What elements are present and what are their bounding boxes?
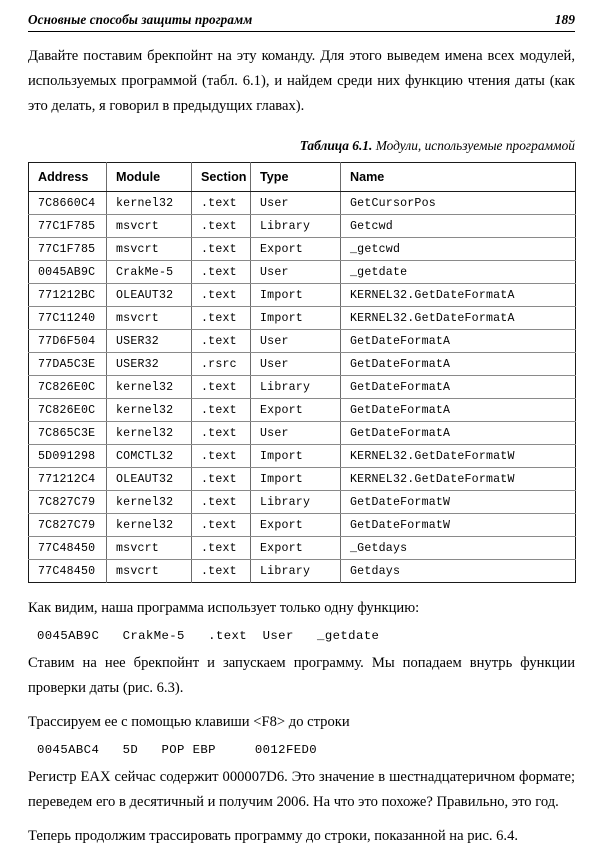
column-header-module: Module [107, 163, 192, 192]
cell-module: kernel32 [107, 491, 192, 514]
table-row [29, 445, 576, 468]
cell-module: COMCTL32 [107, 445, 192, 468]
paragraph-uses-one-function: Как видим, наша программа использует только одну функцию: [28, 600, 420, 616]
intro-paragraph: Давайте поставим брекпойнт на эту команду. Для этого выведем имена всех модулей, используемых программой (табл. 6.1), и найдем среди них функцию чтения даты (как это делать, я говорил в предыдущих главах). [28, 48, 575, 114]
cell-address: 77DA5C3E [29, 353, 107, 376]
column-header-name: Name [341, 163, 576, 192]
paragraph-set-breakpoint: Ставим на нее брекпойнт и запускаем программу. Мы попадаем внутрь функции проверки даты (рис. 6.3). [28, 655, 575, 696]
cell-module: OLEAUT32 [107, 284, 192, 307]
cell-address: 7C826E0C [29, 399, 107, 422]
cell-name: GetDateFormatW [341, 491, 576, 514]
cell-name: GetDateFormatA [341, 376, 576, 399]
table-row [29, 330, 576, 353]
cell-address: 77C11240 [29, 307, 107, 330]
cell-section: .text [192, 307, 251, 330]
cell-type: Library [251, 215, 341, 238]
cell-address: 771212C4 [29, 468, 107, 491]
table-row [29, 422, 576, 445]
cell-type: Import [251, 307, 341, 330]
table-row [29, 192, 576, 215]
cell-section: .text [192, 537, 251, 560]
cell-type: User [251, 353, 341, 376]
cell-module: msvcrt [107, 307, 192, 330]
cell-section: .text [192, 261, 251, 284]
cell-name: _Getdays [341, 537, 576, 560]
cell-type: User [251, 330, 341, 353]
column-header-address: Address [29, 163, 107, 192]
table-row [29, 399, 576, 422]
table-row [29, 261, 576, 284]
cell-address: 0045AB9C [29, 261, 107, 284]
cell-name: KERNEL32.GetDateFormatA [341, 284, 576, 307]
cell-type: Import [251, 445, 341, 468]
cell-section: .text [192, 422, 251, 445]
table-row [29, 491, 576, 514]
cell-section: .text [192, 491, 251, 514]
cell-name: KERNEL32.GetDateFormatA [341, 307, 576, 330]
table-row [29, 376, 576, 399]
cell-module: OLEAUT32 [107, 468, 192, 491]
cell-section: .text [192, 376, 251, 399]
cell-module: msvcrt [107, 215, 192, 238]
code-line-getdate: 0045AB9C CrakMe-5 .text User _getdate [37, 629, 380, 643]
cell-type: User [251, 261, 341, 284]
modules-table-body [29, 192, 576, 583]
cell-type: User [251, 422, 341, 445]
cell-section: .text [192, 284, 251, 307]
cell-name: _getdate [341, 261, 576, 284]
cell-module: kernel32 [107, 514, 192, 537]
cell-section: .text [192, 445, 251, 468]
cell-module: msvcrt [107, 560, 192, 583]
cell-address: 7C827C79 [29, 514, 107, 537]
cell-module: CrakMe-5 [107, 261, 192, 284]
cell-module: msvcrt [107, 537, 192, 560]
cell-section: .text [192, 238, 251, 261]
cell-module: msvcrt [107, 238, 192, 261]
running-head [28, 12, 575, 32]
cell-section: .text [192, 399, 251, 422]
table-row [29, 468, 576, 491]
cell-type: Import [251, 468, 341, 491]
running-head-title: Основные способы защиты программ [28, 12, 253, 27]
page-content [28, 44, 575, 849]
cell-type: Export [251, 514, 341, 537]
cell-type: Import [251, 284, 341, 307]
cell-module: kernel32 [107, 399, 192, 422]
cell-type: User [251, 192, 341, 215]
cell-name: GetDateFormatA [341, 422, 576, 445]
cell-module: kernel32 [107, 376, 192, 399]
table-row [29, 514, 576, 537]
cell-name: GetDateFormatW [341, 514, 576, 537]
cell-section: .text [192, 330, 251, 353]
cell-section: .text [192, 215, 251, 238]
column-header-section: Section [192, 163, 251, 192]
cell-type: Library [251, 491, 341, 514]
table-row [29, 353, 576, 376]
cell-address: 77C1F785 [29, 238, 107, 261]
cell-address: 77C48450 [29, 560, 107, 583]
paragraph-trace-f8: Трассируем ее с помощью клавиши <F8> до строки [28, 714, 350, 730]
cell-name: GetDateFormatA [341, 330, 576, 353]
cell-type: Library [251, 560, 341, 583]
cell-module: USER32 [107, 330, 192, 353]
cell-name: Getdays [350, 564, 401, 578]
cell-address: 77C48450 [29, 537, 107, 560]
cell-address: 771212BC [29, 284, 107, 307]
table-row [29, 307, 576, 330]
cell-module: kernel32 [107, 192, 192, 215]
table-header-row [29, 163, 576, 192]
table-caption-text: Модули, используемые программой [375, 138, 575, 153]
modules-table [28, 162, 576, 583]
cell-name: GetDateFormatA [341, 399, 576, 422]
table-row [29, 238, 576, 261]
cell-section: .text [192, 192, 251, 215]
table-row [29, 537, 576, 560]
cell-type: Export [251, 399, 341, 422]
cell-address: 77D6F504 [29, 330, 107, 353]
cell-name: KERNEL32.GetDateFormatW [341, 445, 576, 468]
cell-address: 7C8660C4 [29, 192, 107, 215]
cell-address: 7C826E0C [29, 376, 107, 399]
cell-module: USER32 [107, 353, 192, 376]
paragraph-eax-register: Регистр EAX сейчас содержит 000007D6. Это значение в шестнадцатеричном формате; переведем его в десятичный и получим 2006. На что это похоже? Правильно, это год. [28, 769, 575, 810]
cell-section: .rsrc [192, 353, 251, 376]
cell-type: Export [251, 537, 341, 560]
table-row [29, 560, 576, 583]
column-header-type: Type [251, 163, 341, 192]
cell-address: 77C1F785 [29, 215, 107, 238]
cell-module: kernel32 [107, 422, 192, 445]
paragraph-continue-tracing: Теперь продолжим трассировать программу до строки, показанной на рис. 6.4. [28, 828, 519, 844]
cell-type: Library [251, 376, 341, 399]
cell-section: .text [192, 468, 251, 491]
cell-address: 7C827C79 [29, 491, 107, 514]
cell-section: .text [192, 514, 251, 537]
page-number: 189 [554, 12, 575, 27]
cell-type: Export [251, 238, 341, 261]
table-caption [28, 137, 575, 155]
cell-address: 7C865C3E [29, 422, 107, 445]
cell-name: GetCursorPos [341, 192, 576, 215]
table-row [29, 284, 576, 307]
cell-name: Getcwd [341, 215, 576, 238]
table-caption-number: Таблица 6.1. [299, 138, 373, 153]
cell-section: .text [192, 560, 251, 583]
cell-name: KERNEL32.GetDateFormatW [341, 468, 576, 491]
cell-name: GetDateFormatA [341, 353, 576, 376]
cell-address: 5D091298 [29, 445, 107, 468]
code-line-pop-ebp: 0045ABC4 5D POP EBP 0012FED0 [37, 743, 318, 757]
cell-name: _getcwd [341, 238, 576, 261]
table-row [29, 215, 576, 238]
